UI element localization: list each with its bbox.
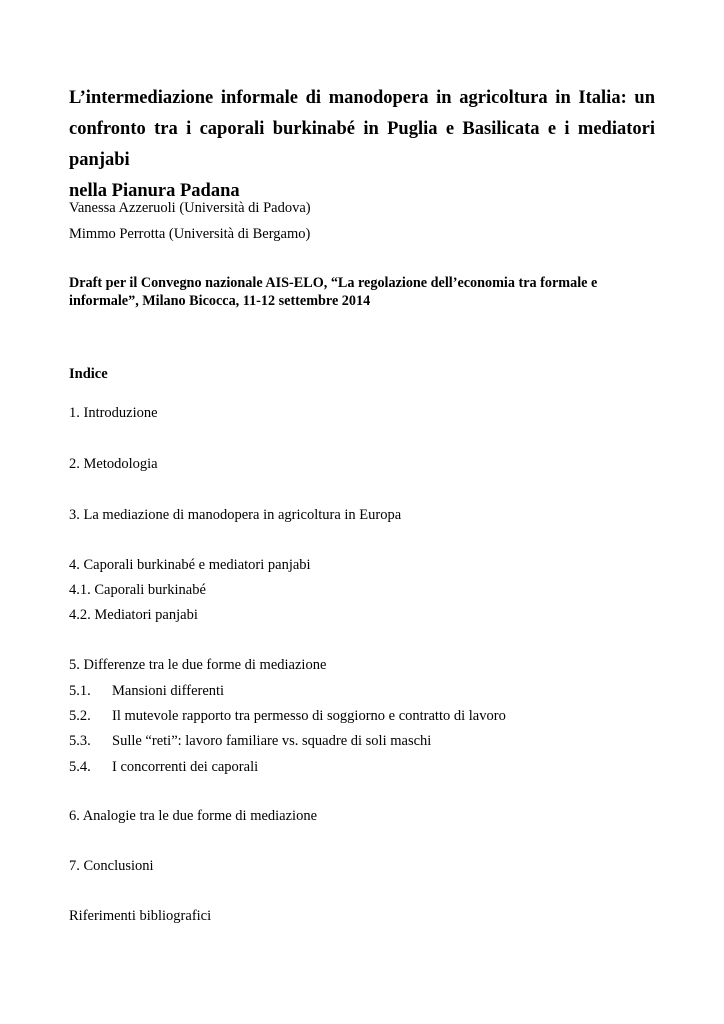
toc-entry-label: I concorrenti dei caporali xyxy=(112,759,259,775)
toc-entry-conclusioni: 7. Conclusioni xyxy=(69,858,154,874)
document-title xyxy=(69,83,655,207)
toc-entry-differenze: 5. Differenze tra le due forme di mediazione xyxy=(69,657,327,673)
toc-entry-permesso-contratto xyxy=(69,707,506,725)
toc-entry-mansioni xyxy=(69,682,224,700)
toc-entry-reti xyxy=(69,732,431,750)
toc-entry-metodologia: 2. Metodologia xyxy=(69,456,158,472)
toc-entry-concorrenti xyxy=(69,758,258,776)
toc-entry-analogie: 6. Analogie tra le due forme di mediazione xyxy=(69,808,318,824)
toc-entry-riferimenti: Riferimenti bibliografici xyxy=(69,908,212,924)
title-line-2: confronto tra i caporali burkinabé in Puglia e Basilicata e i mediatori panjabi xyxy=(69,119,655,170)
toc-entry-number: 5.4. xyxy=(69,759,91,775)
toc-entry-number: 5.2. xyxy=(69,708,91,724)
toc-heading: Indice xyxy=(69,366,108,382)
toc-entry-label: Mansioni differenti xyxy=(112,683,225,699)
toc-entry-number: 5.1. xyxy=(69,683,91,699)
toc-entry-introduzione: 1. Introduzione xyxy=(69,405,158,421)
toc-entry-caporali-mediatori: 4. Caporali burkinabé e mediatori panjabi xyxy=(69,557,311,573)
toc-entry-label: Sulle “reti”: lavoro familiare vs. squadre di soli maschi xyxy=(112,733,432,749)
title-line-3: nella Pianura Padana xyxy=(69,181,240,201)
author-2: Mimmo Perrotta (Università di Bergamo) xyxy=(69,226,311,242)
author-1: Vanessa Azzeruoli (Università di Padova) xyxy=(69,200,311,216)
toc-entry-mediatori-panjabi: 4.2. Mediatori panjabi xyxy=(69,607,198,623)
toc-entry-mediazione-europa: 3. La mediazione di manodopera in agricoltura in Europa xyxy=(69,507,402,523)
toc-entry-number: 5.3. xyxy=(69,733,91,749)
toc-entry-label: Il mutevole rapporto tra permesso di soggiorno e contratto di lavoro xyxy=(112,708,506,724)
draft-note: Draft per il Convegno nazionale AIS-ELO, “La regolazione dell’economia tra formale e informale”, Milano Bicocca, 11-12 settembre 2014 xyxy=(69,275,598,309)
toc-entry-caporali-burkinabe: 4.1. Caporali burkinabé xyxy=(69,582,206,598)
title-line-1: L’intermediazione informale di manodopera in agricoltura in Italia: un xyxy=(69,88,655,108)
